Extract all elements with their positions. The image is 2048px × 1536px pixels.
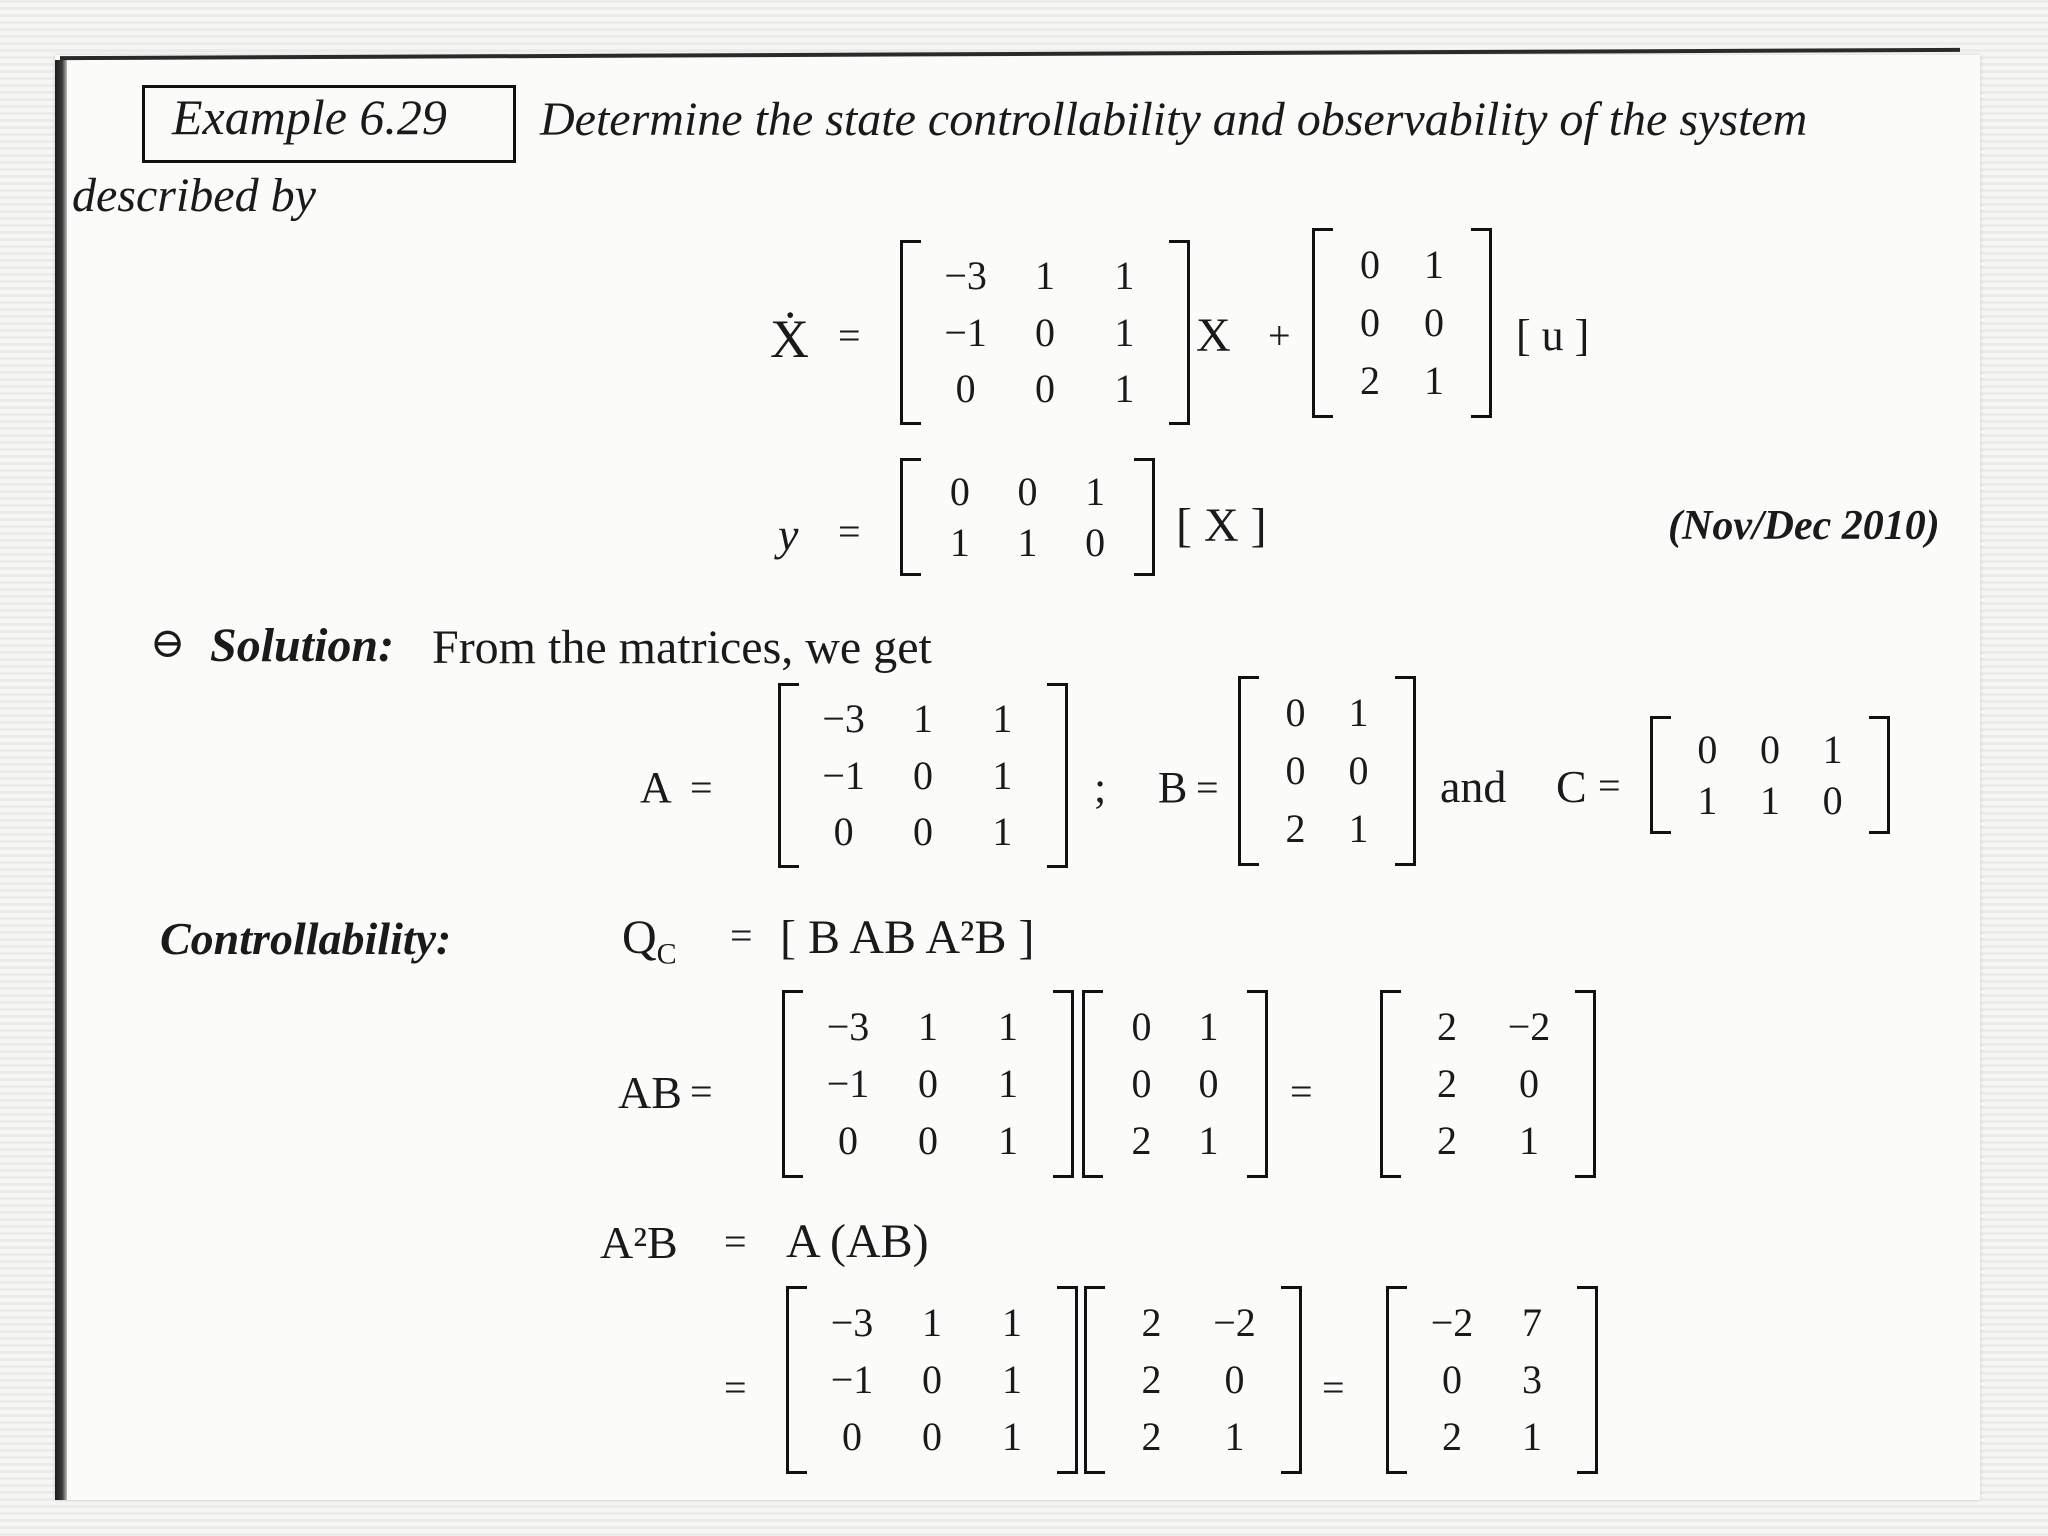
left-bracket xyxy=(1650,716,1671,834)
right-bracket xyxy=(1395,676,1416,866)
right-bracket xyxy=(1047,683,1068,868)
matrix-cell: 1 xyxy=(1348,806,1369,851)
a2b-label: A²B xyxy=(600,1217,678,1268)
solution-icon: ⊖ xyxy=(150,621,186,667)
matrix-cell: 1 xyxy=(1424,242,1444,287)
and-word: and xyxy=(1440,761,1507,812)
matrix-cell: −2 xyxy=(1430,1299,1474,1345)
matrix-cell: 0 xyxy=(1285,690,1306,735)
matrix-cell: 1 xyxy=(998,1061,1018,1106)
left-bracket xyxy=(778,683,799,868)
matrix-cell: 1 xyxy=(1085,468,1106,514)
matrix-cell: 0 xyxy=(1519,1061,1539,1106)
matrix-cell: 0 xyxy=(1424,300,1444,345)
equals-sign: = xyxy=(690,1069,713,1114)
matrix-cell: 2 xyxy=(1141,1414,1162,1460)
a2b-matrix-a xyxy=(786,1286,1078,1474)
matrix-cell: 0 xyxy=(833,808,854,854)
example-label: Example 6.29 xyxy=(172,89,447,145)
right-bracket xyxy=(1575,990,1596,1178)
a-label: A xyxy=(640,763,672,812)
matrix-cell: 0 xyxy=(949,468,970,514)
right-bracket xyxy=(1577,1286,1598,1474)
left-bracket xyxy=(1084,1286,1105,1474)
right-bracket xyxy=(1471,228,1492,418)
right-bracket xyxy=(1169,240,1190,425)
right-bracket xyxy=(1869,716,1890,834)
left-bracket xyxy=(900,458,921,576)
matrix-cell: 0 xyxy=(918,1118,938,1164)
right-bracket xyxy=(1247,990,1268,1178)
left-bracket xyxy=(782,990,803,1178)
a2b-result-matrix xyxy=(1386,1286,1598,1474)
qc-label: $Q_C$ xyxy=(622,911,677,971)
matrix-cell: −2 xyxy=(1213,1299,1256,1345)
solution-intro: From the matrices, we get xyxy=(432,621,932,674)
matrix-cell: 1 xyxy=(1114,365,1135,411)
left-bracket xyxy=(1386,1286,1407,1474)
matrix-cell: −3 xyxy=(830,1299,874,1345)
qc-definition: [ B AB A²B ] xyxy=(780,911,1035,964)
left-bracket xyxy=(1312,228,1333,418)
matrix-cell: 2 xyxy=(1141,1299,1162,1345)
matrix-cell: −1 xyxy=(826,1061,870,1106)
a2b-matrix-ab xyxy=(1084,1286,1302,1474)
matrix-cell: 2 xyxy=(1285,806,1306,851)
matrix-cell: 1 xyxy=(992,752,1013,798)
matrix-cell: 2 xyxy=(1437,1118,1457,1164)
matrix-cell: 1 xyxy=(1002,1414,1022,1460)
matrix-c xyxy=(1650,716,1890,834)
matrix-cell: 1 xyxy=(1522,1414,1542,1460)
left-bracket xyxy=(900,240,921,425)
matrix-cell: 0 xyxy=(1017,468,1038,514)
matrix-cell: 1 xyxy=(998,1003,1018,1049)
matrix-cell: 0 xyxy=(1085,519,1106,565)
left-bracket xyxy=(1082,990,1103,1178)
plus-sign: + xyxy=(1268,313,1291,358)
input-u: [ u ] xyxy=(1516,311,1590,360)
c-label: C xyxy=(1556,761,1587,812)
separator: ; xyxy=(1094,763,1107,812)
equals-sign: = xyxy=(838,509,861,554)
matrix-cell: 1 xyxy=(1002,1357,1022,1402)
matrix-cell: 1 xyxy=(922,1299,942,1345)
matrix-cell: 2 xyxy=(1442,1414,1462,1460)
matrix-cell: 1 xyxy=(949,519,970,565)
matrix-cell: 1 xyxy=(1114,253,1135,299)
matrix-cell: −3 xyxy=(944,253,987,299)
matrix-cell: 1 xyxy=(1002,1299,1022,1345)
right-bracket xyxy=(1134,458,1155,576)
matrix-cell: −1 xyxy=(830,1357,874,1402)
matrix-cell: 0 xyxy=(922,1357,942,1402)
matrix-cell: 1 xyxy=(1017,519,1038,565)
matrix-cell: 1 xyxy=(913,696,933,742)
matrix-cell: 0 xyxy=(1131,1003,1152,1049)
left-bracket xyxy=(1238,676,1259,866)
matrix-cell: 0 xyxy=(1035,309,1055,355)
page-binding-edge xyxy=(55,60,67,1500)
matrix-cell: 0 xyxy=(1131,1061,1152,1106)
matrix-cell: 1 xyxy=(1697,777,1718,823)
matrix-cell: 0 xyxy=(1822,777,1843,823)
matrix-cell: 0 xyxy=(913,808,933,854)
matrix-cell: 0 xyxy=(1760,726,1780,772)
system-matrix-a xyxy=(900,240,1190,425)
matrix-cell: 0 xyxy=(1697,726,1718,772)
ab-result-matrix xyxy=(1380,990,1596,1178)
equals-sign: = xyxy=(838,313,861,358)
matrix-cell: 1 xyxy=(998,1118,1018,1164)
b-label: B xyxy=(1158,763,1188,812)
ab-label: AB xyxy=(618,1067,682,1118)
input-matrix-b xyxy=(1312,228,1492,418)
equals-sign: = xyxy=(1322,1365,1345,1410)
a2b-definition: A (AB) xyxy=(786,1215,929,1268)
ab-matrix-b xyxy=(1082,990,1268,1178)
matrix-cell: 1 xyxy=(1424,358,1444,403)
problem-statement-cont: described by xyxy=(72,169,316,222)
matrix-cell: 0 xyxy=(1360,300,1380,345)
matrix-cell: 1 xyxy=(1035,253,1055,299)
xdot-symbol: Ẋ xyxy=(770,309,809,369)
matrix-cell: 1 xyxy=(1198,1003,1219,1049)
matrix-cell: 0 xyxy=(1035,365,1055,411)
matrix-cell: 0 xyxy=(838,1118,858,1164)
right-bracket xyxy=(1053,990,1074,1178)
equals-sign: = xyxy=(724,1365,747,1410)
matrix-cell: 3 xyxy=(1522,1357,1542,1402)
matrix-cell: 2 xyxy=(1360,358,1380,403)
equals-sign: = xyxy=(1290,1069,1313,1114)
matrix-cell: 2 xyxy=(1437,1061,1457,1106)
equals-sign: = xyxy=(690,765,713,810)
output-matrix-c xyxy=(900,458,1155,576)
right-bracket xyxy=(1057,1286,1078,1474)
matrix-cell: −1 xyxy=(822,752,865,798)
matrix-cell: 0 xyxy=(918,1061,938,1106)
matrix-cell: 1 xyxy=(1198,1118,1219,1164)
exam-source: (Nov/Dec 2010) xyxy=(1668,503,1940,549)
matrix-cell: 0 xyxy=(1285,748,1306,793)
left-bracket xyxy=(786,1286,807,1474)
equals-sign: = xyxy=(1196,765,1219,810)
matrix-cell: 0 xyxy=(1442,1357,1462,1402)
matrix-cell: −3 xyxy=(826,1003,870,1049)
matrix-cell: −2 xyxy=(1507,1003,1551,1049)
matrix-cell: 0 xyxy=(922,1414,942,1460)
equals-sign: = xyxy=(730,913,753,958)
matrix-cell: 1 xyxy=(1822,726,1843,772)
equals-sign: = xyxy=(724,1219,747,1264)
right-bracket xyxy=(1281,1286,1302,1474)
equals-sign: = xyxy=(1598,763,1621,808)
controllability-label: Controllability: xyxy=(160,913,452,964)
matrix-cell: 2 xyxy=(1437,1003,1457,1049)
matrix-cell: −1 xyxy=(944,309,987,355)
matrix-cell: 0 xyxy=(913,752,933,798)
matrix-cell: 7 xyxy=(1522,1299,1542,1345)
left-bracket xyxy=(1380,990,1401,1178)
matrix-cell: −3 xyxy=(822,696,865,742)
matrix-cell: 0 xyxy=(955,365,976,411)
output-y: y xyxy=(778,509,799,560)
matrix-b xyxy=(1238,676,1416,866)
matrix-cell: 0 xyxy=(1198,1061,1219,1106)
matrix-a xyxy=(778,683,1068,868)
matrix-cell: 1 xyxy=(918,1003,938,1049)
ab-matrix-a xyxy=(782,990,1074,1178)
matrix-cell: 1 xyxy=(1114,309,1135,355)
problem-statement: Determine the state controllability and observability of the system xyxy=(540,93,1808,146)
matrix-cell: 0 xyxy=(1224,1357,1245,1402)
matrix-cell: 0 xyxy=(842,1414,862,1460)
state-vector-x-bracket: [ X ] xyxy=(1176,499,1267,552)
matrix-cell: 0 xyxy=(1360,242,1380,287)
matrix-cell: 1 xyxy=(1760,777,1780,823)
matrix-cell: 0 xyxy=(1348,748,1369,793)
matrix-cell: 1 xyxy=(1519,1118,1539,1164)
matrix-cell: 1 xyxy=(1224,1414,1245,1460)
matrix-cell: 2 xyxy=(1141,1357,1162,1402)
matrix-cell: 1 xyxy=(1348,690,1369,735)
state-vector-x: X xyxy=(1196,309,1231,362)
matrix-cell: 1 xyxy=(992,808,1013,854)
solution-label: Solution: xyxy=(210,619,395,672)
matrix-cell: 1 xyxy=(992,696,1013,742)
matrix-cell: 2 xyxy=(1131,1118,1152,1164)
